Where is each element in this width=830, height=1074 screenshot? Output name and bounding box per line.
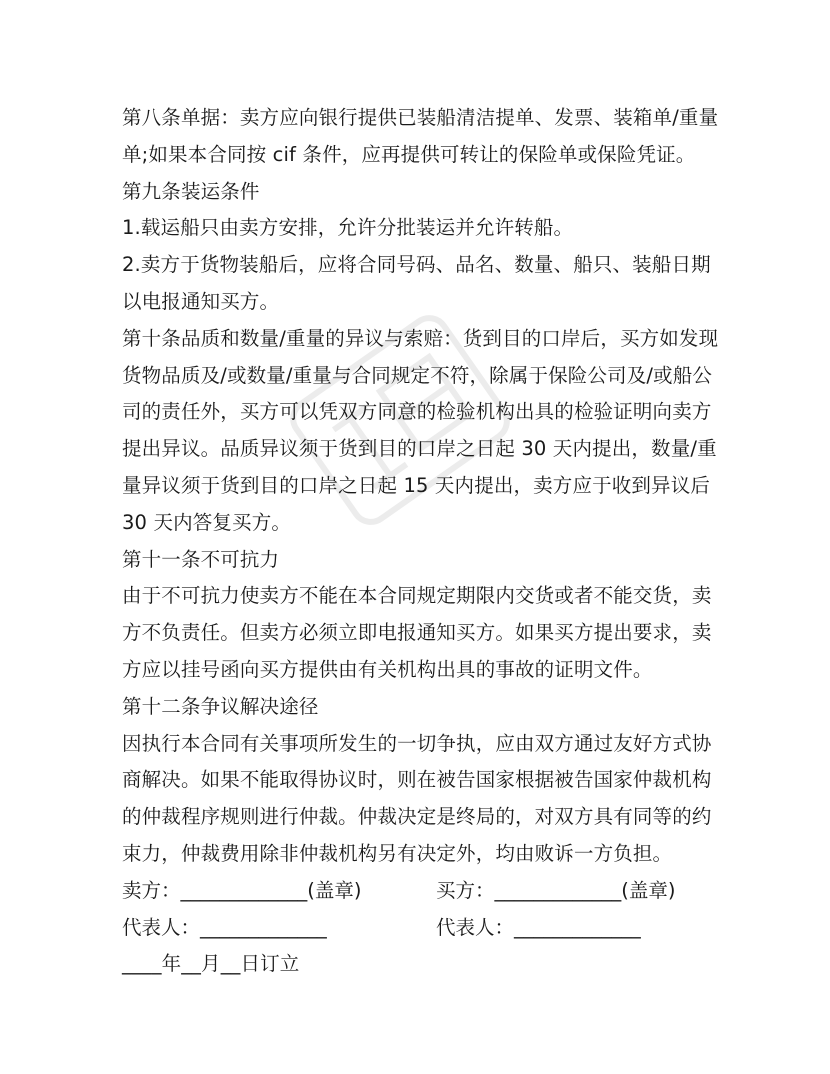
clause-9-item-2-line-2: 以电报通知买方。: [122, 289, 280, 313]
buyer-representative-field: 代表人：_____________: [436, 915, 641, 939]
seller-representative-field: 代表人：_____________: [122, 915, 327, 939]
clause-8-line-2: 单;如果本合同按 cif 条件，应再提供可转让的保险单或保险凭证。: [122, 142, 696, 166]
contract-body: [122, 100, 719, 983]
clause-12-line-1: 因执行本合同有关事项所发生的一切争执，应由双方通过友好方式协: [122, 731, 712, 755]
clause-12-line-2: 商解决。如果不能取得协议时，则在被告国家根据被告国家仲裁机构: [122, 768, 712, 792]
clause-11-line-3: 方应以挂号函向买方提供由有关机构出具的事故的证明文件。: [122, 657, 653, 681]
signature-row-parties: [122, 873, 714, 910]
clause-12-heading: 第十二条争议解决途径: [122, 694, 319, 718]
clause-11-line-2: 方不负责任。但卖方必须立即电报通知买方。如果买方提出要求，卖: [122, 621, 712, 645]
clause-9-item-1: 1.载运船只由卖方安排，允许分批装运并允许转船。: [122, 216, 574, 240]
clause-10-line-1: 第十条品质和数量/重量的异议与索赔：货到目的口岸后，买方如发现: [122, 326, 719, 350]
clause-10-line-2: 货物品质及/或数量/重量与合同规定不符，除属于保险公司及/或船公: [122, 363, 713, 387]
clause-10-line-3: 司的责任外，买方可以凭双方同意的检验机构出具的检验证明向卖方: [122, 400, 712, 424]
signing-date-field: ____年__月__日订立: [122, 952, 300, 976]
clause-10-line-4: 提出异议。品质异议须于货到目的口岸之日起 30 天内提出，数量/重: [122, 437, 717, 461]
clause-10-line-6: 30 天内答复买方。: [122, 510, 292, 534]
seller-signature-field: 卖方：_____________(盖章): [122, 878, 362, 902]
clause-12-line-4: 束力，仲裁费用除非仲裁机构另有决定外，均由败诉一方负担。: [122, 841, 673, 865]
clause-10-line-5: 量异议须于货到目的口岸之日起 15 天内提出，卖方应于收到异议后: [122, 473, 711, 497]
clause-8-line-1: 第八条单据：卖方应向银行提供已装船清洁提单、发票、装箱单/重量: [122, 106, 719, 129]
clause-9-item-2-line-1: 2.卖方于货物装船后，应将合同号码、品名、数量、船只、装船日期: [122, 253, 711, 277]
buyer-signature-field: 买方：_____________(盖章): [436, 878, 676, 902]
clause-9-heading: 第九条装运条件: [122, 179, 260, 203]
clause-12-line-3: 的仲裁程序规则进行仲裁。仲裁决定是终局的，对双方具有同等的约: [122, 805, 712, 829]
clause-11-heading: 第十一条不可抗力: [122, 547, 280, 571]
signature-row-representatives: [122, 910, 714, 947]
clause-11-line-1: 由于不可抗力使卖方不能在本合同规定期限内交货或者不能交货，卖: [122, 584, 712, 608]
